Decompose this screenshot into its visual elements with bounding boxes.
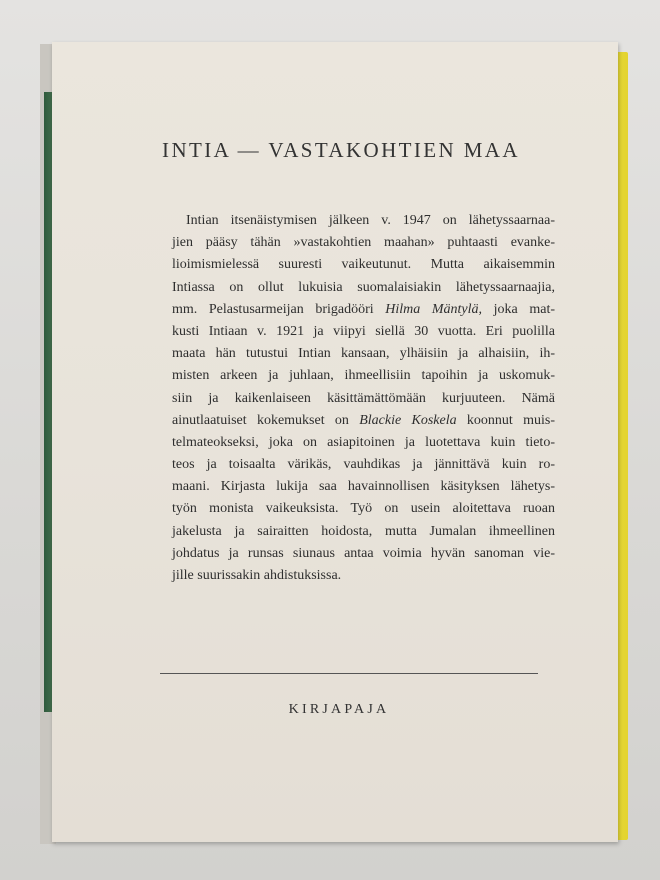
blurb-line: maata hän tutustui Intian kansaan, ylhäisiin ja alhaisiin, ih- [172, 346, 555, 362]
blurb-line: Intiassa on ollut lukuisia suomalaisiakin lähetyssaarnaajia, [172, 279, 555, 295]
book-title: INTIA — VASTAKOHTIEN MAA [162, 138, 520, 162]
person-name: Hilma Mäntylä, [385, 301, 483, 317]
blurb-line: jakelusta ja sairaitten hoidosta, mutta Jumalan ihmeellinen [172, 523, 555, 539]
blurb-line: jien pääsy tähän »vastakohtien maahan» puhtaasti evanke- [172, 235, 555, 251]
blurb-line: kusti Intiaan v. 1921 ja viipyi siellä 30 vuotta. Eri puolilla [172, 323, 555, 339]
blurb-line: jille suurissakin ahdistuksissa. [172, 568, 342, 583]
publisher-name: KIRJAPAJA [288, 702, 390, 717]
blurb-line: siin ja kaikenlaiseen käsittämättömään kurjuuteen. Nämä [172, 390, 555, 406]
blurb-line: johdatus ja runsas siunaus antaa voimia hyvän sanoman vie- [172, 545, 555, 561]
blurb-line: mm. Pelastusarmeijan brigadööri Hilma Mäntylä, joka mat- [172, 301, 555, 317]
blurb-line: misten arkeen ja juhlaan, ihmeellisiin tapoihin ja uskomuk- [172, 368, 555, 384]
blurb-line: työn monista vaikeuksista. Työ on usein aloitettava ruoan [172, 501, 555, 517]
divider-rule [160, 673, 538, 674]
author-name: Blackie Koskela [359, 412, 457, 428]
blurb-line: maani. Kirjasta lukija saa havainnollisen käsityksen lähetys- [172, 479, 555, 495]
blurb-line: telmateokseksi, joka on asiapitoinen ja luotettava kuin tieto- [172, 434, 555, 450]
book-back-cover [52, 42, 618, 842]
blurb-line: teos ja toisaalta värikäs, vauhdikas ja jännittävä kuin ro- [172, 457, 555, 473]
blurb-line: lioimismielessä suuresti vaikeutunut. Mutta aikaisemmin [172, 257, 555, 273]
blurb-line: Intian itsenäistymisen jälkeen v. 1947 on lähetyssaarnaa- [186, 213, 555, 228]
blurb-text [172, 210, 555, 587]
blurb-line: ainutlaatuiset kokemukset on Blackie Koskela koonnut muis- [172, 412, 556, 428]
